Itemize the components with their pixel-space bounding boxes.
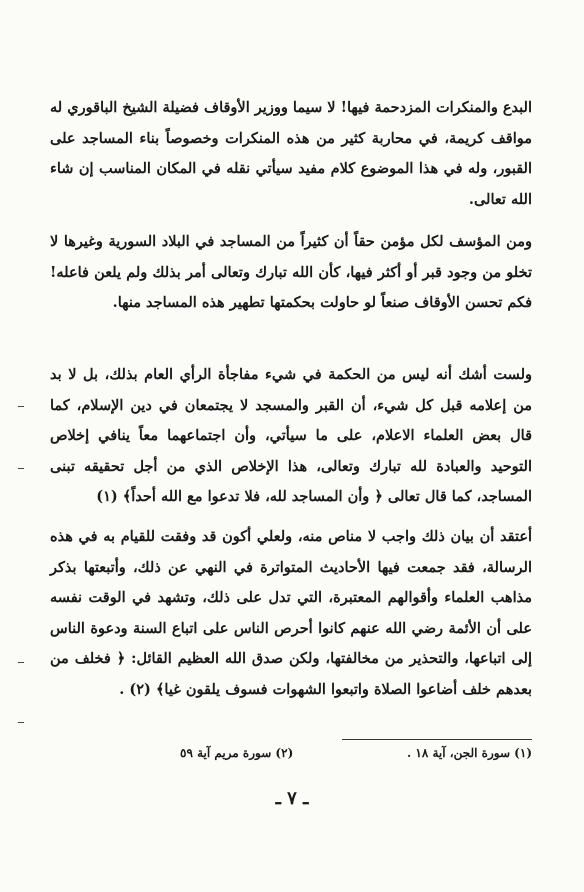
- footnotes: [180, 746, 532, 760]
- margin-mark: [18, 468, 24, 469]
- footnote-divider: [342, 739, 532, 740]
- page-number: ـ ٧ ـ: [275, 788, 309, 809]
- margin-mark: [18, 662, 24, 663]
- margin-mark: [18, 722, 24, 723]
- footnote-1: (١) سورة الجن، آية ١٨ .: [407, 746, 532, 760]
- paragraph-2: ومن المؤسف لكل مؤمن حقاً أن كثيراً من المساجد في البلاد السورية وغيرها لا تخلو من وجود قبر أو أكثر فيها، كأن الله تبارك وتعالى أمر بذلك ولم يلعن فاعله! فكم تحسن الأوقاف صنعاً لو حاولت بحكمتها تطهير هذه المساجد منها.: [50, 233, 532, 311]
- paragraph-4: أعتقد أن بيان ذلك واجب لا مناص منه، ولعلي أكون قد وفقت للقيام به في هذه الرسالة، فقد جمعت فيها الأحاديث المتواترة في النهي عن ذلك، وأتبعتها بذكر مذاهب العلماء وأقوالهم المعتبرة، التي تدل على ذلك، وتشهد في الوقت نفسه على أن الأئمة رضي الله عنهم كانوا أحرص الناس على اتباع السنة ودعوة الناس إلى اتباعها، والتحذير من مخالفتها، ولكن صدق الله العظيم القائل: ﴿ فخلف من بعدهم خلف أضاعوا الصلاة واتبعوا الشهوات فسوف يلقون غيا﴾ (٢) .: [50, 528, 532, 698]
- footnote-2: (٢) سورة مريم آية ٥٩: [180, 746, 294, 760]
- margin-mark: [18, 406, 24, 407]
- paragraph-3: ولست أشك أنه ليس من الحكمة في شيء مفاجأة الرأي العام بذلك، بل لا بد من إعلامه قبل كل شيء، أن القبر والمسجد لا يجتمعان في دين الإسلام، كما قال بعض العلماء الاعلام، على ما سيأتي، وأن اجتماعهما معاً ينافي إخلاص التوحيد والعبادة لله تبارك وتعالى، هذا الإخلاص الذي من أجل تحقيقه تبنى المساجد، كما قال تعالى ﴿ وأن المساجد لله، فلا تدعوا مع الله أحداً﴾ (١): [50, 366, 532, 505]
- paragraph-1: البدع والمنكرات المزدحمة فيها! لا سيما ووزير الأوقاف فضيلة الشيخ الباقوري له مواقف كريمة، في محاربة كثير من هذه المنكرات وخصوصاً بناء المساجد على القبور، وله في هذا الموضوع كلام مفيد سيأتي نقله في المكان المناسب إن شاء الله تعالى.: [50, 99, 532, 208]
